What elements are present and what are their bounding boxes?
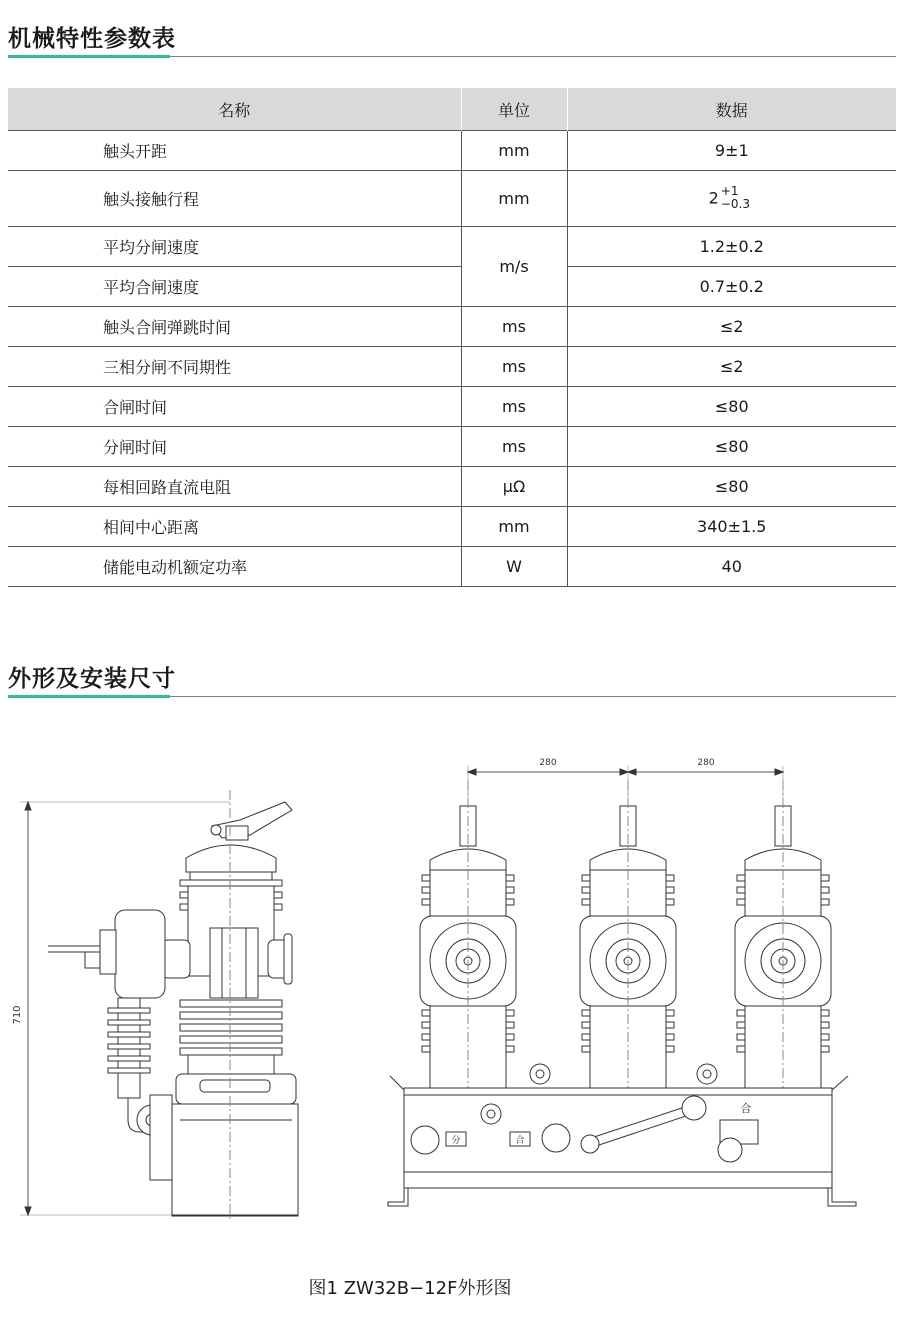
row-name: 每相回路直流电阻 xyxy=(8,467,461,507)
table-row xyxy=(8,427,896,467)
header-name: 名称 xyxy=(8,88,461,131)
tolerance xyxy=(720,183,755,212)
row-unit: ms xyxy=(461,347,567,387)
row-unit: μΩ xyxy=(461,467,567,507)
row-value: ≤2 xyxy=(567,347,896,387)
close-indicator-label: 合 xyxy=(515,1136,525,1146)
outline-drawing xyxy=(0,740,900,1260)
table-row xyxy=(8,547,896,587)
row-unit: ms xyxy=(461,427,567,467)
table-row xyxy=(8,387,896,427)
row-name: 相间中心距离 xyxy=(8,507,461,547)
section-accent xyxy=(8,55,170,58)
figure-caption: 图1 ZW32B−12F外形图 xyxy=(308,1278,512,1299)
row-value: ≤80 xyxy=(567,387,896,427)
table-row xyxy=(8,507,896,547)
phase-spacing-label-2: 280 xyxy=(697,758,715,768)
table-row xyxy=(8,131,896,171)
row-name: 合闸时间 xyxy=(8,387,461,427)
close-mark-label: 合 xyxy=(740,1102,752,1115)
section-accent xyxy=(8,695,170,698)
table-row xyxy=(8,307,896,347)
section-title-mechanical: 机械特性参数表 xyxy=(8,26,176,52)
table-row xyxy=(8,171,896,227)
value-base: 2 xyxy=(708,188,719,207)
table-row xyxy=(8,467,896,507)
row-value xyxy=(567,171,896,227)
row-unit: ms xyxy=(461,387,567,427)
table-row xyxy=(8,347,896,387)
row-value: 340±1.5 xyxy=(567,507,896,547)
table-header-row xyxy=(8,88,896,131)
row-name: 三相分闸不同期性 xyxy=(8,347,461,387)
height-dimension-label: 710 xyxy=(12,1005,23,1025)
mechanical-parameters-table xyxy=(8,88,896,587)
row-value: ≤80 xyxy=(567,467,896,507)
row-value: ≤80 xyxy=(567,427,896,467)
section-title-dimensions: 外形及安装尺寸 xyxy=(8,666,176,692)
side-view xyxy=(12,790,298,1220)
header-unit: 单位 xyxy=(461,88,567,131)
row-unit: mm xyxy=(461,131,567,171)
row-name: 触头合闸弹跳时间 xyxy=(8,307,461,347)
row-unit: mm xyxy=(461,507,567,547)
tolerance-lower: −0.3 xyxy=(720,196,750,211)
table-row xyxy=(8,227,896,267)
row-value: ≤2 xyxy=(567,307,896,347)
row-value: 40 xyxy=(567,547,896,587)
pole xyxy=(420,780,516,1120)
row-name: 平均合闸速度 xyxy=(8,267,461,307)
row-name: 平均分闸速度 xyxy=(8,227,461,267)
row-name: 分闸时间 xyxy=(8,427,461,467)
row-name: 触头接触行程 xyxy=(8,171,461,227)
open-indicator-label: 分 xyxy=(451,1136,461,1146)
row-name: 触头开距 xyxy=(8,131,461,171)
row-name: 储能电动机额定功率 xyxy=(8,547,461,587)
phase-spacing-label-1: 280 xyxy=(539,758,557,768)
row-unit: ms xyxy=(461,307,567,347)
row-unit: W xyxy=(461,547,567,587)
row-value: 0.7±0.2 xyxy=(567,267,896,307)
front-view xyxy=(388,758,856,1206)
row-unit: m/s xyxy=(461,227,567,307)
row-value: 1.2±0.2 xyxy=(567,227,896,267)
header-value: 数据 xyxy=(567,88,896,131)
table-row xyxy=(8,267,896,307)
row-unit: mm xyxy=(461,171,567,227)
row-value: 9±1 xyxy=(567,131,896,171)
tolerance-upper: +1 xyxy=(720,183,739,198)
